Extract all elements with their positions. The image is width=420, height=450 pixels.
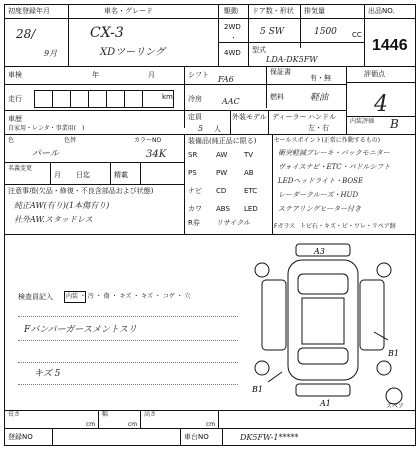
damage-legend: トビ石・キズ・ビ・ワレ・リペア跡 xyxy=(300,223,396,230)
equip-12: LED xyxy=(244,205,258,213)
height-label: 高さ xyxy=(144,411,157,418)
equip-4: PS xyxy=(188,169,197,177)
drive-4wd: 4WD xyxy=(224,49,241,57)
sales-point-3: LEDヘッドライト・BOSE xyxy=(278,177,364,185)
deposit-label: 精載 xyxy=(114,171,128,179)
warranty-label: 保証書 xyxy=(270,68,291,76)
equip-2: AW xyxy=(216,151,228,159)
color-value: パール xyxy=(32,149,59,159)
inspector-options: 内装 ・ 汚 ・ 傷 ・ キズ ・ キズ ・ コゲ ・ 穴 xyxy=(66,293,191,300)
first-reg-label: 初度登録年月 xyxy=(8,7,50,15)
name-change-label: 名義変更 xyxy=(8,165,33,172)
reg-no-label: 登録NO xyxy=(8,433,33,441)
notice-line-2: 社外AW.スタッドレス xyxy=(14,215,93,224)
wheel-rl xyxy=(255,361,269,375)
lot-label: 出品NO. xyxy=(368,7,395,15)
chassis-value: DK5FW-1***** xyxy=(240,433,299,442)
sales-point-2: ヴォイスナビ・ETC・パドルシフト xyxy=(278,163,391,171)
r-ticket-label: R券 xyxy=(188,219,200,227)
ac-value: AAC xyxy=(222,97,240,106)
interior-label: 内装評価 xyxy=(350,118,375,125)
wheel-rr xyxy=(377,361,391,375)
equip-9: ETC xyxy=(244,187,258,195)
sales-title: セールスポイント(正常に作動するもの) xyxy=(274,137,381,144)
history-label: 車歴 xyxy=(8,115,22,123)
capacity-value: 5 xyxy=(198,124,204,133)
wheel-fr xyxy=(377,263,391,277)
right-side xyxy=(360,280,384,350)
notice-title: 注意事項(欠品・修復・不良含部品および状態) xyxy=(8,187,154,195)
left-side xyxy=(262,280,286,350)
wheel-fl xyxy=(255,263,269,277)
closing-date: 日迄 xyxy=(76,171,90,179)
color-label: 色 xyxy=(8,137,15,144)
lot-number: 1446 xyxy=(372,37,408,54)
equip-title: 装備品(純正品に限る) xyxy=(188,137,257,145)
grade-name: XDツーリング xyxy=(100,47,165,58)
inspector-line-2: キズ 5 xyxy=(34,369,61,379)
sales-point-5: ステアリングヒーター付き xyxy=(278,205,362,213)
diag-label-a1: A1 xyxy=(320,399,331,408)
inspector-line-1: Fバンパーガースメントスリ xyxy=(24,325,137,335)
equip-1: SR xyxy=(188,151,198,159)
orig-color-label: 色替 xyxy=(64,137,77,144)
diag-label-a3: A3 xyxy=(314,247,325,256)
model-name: CX-3 xyxy=(90,25,124,41)
width-label: 幅 xyxy=(102,411,109,418)
chassis-label: 車台NO xyxy=(184,433,209,441)
reg-year: 28/ xyxy=(16,27,36,41)
sales-point-1: 衝突軽減ブレーキ・バックモニター xyxy=(278,149,390,157)
type-label: 型式 xyxy=(252,46,266,54)
interior-value: B xyxy=(390,117,399,131)
handle-label: ハンドル xyxy=(308,113,336,121)
ac-label: 冷房 xyxy=(188,95,202,103)
spare-wheel xyxy=(386,388,402,404)
recycle-value: リサイクル xyxy=(216,219,251,227)
color-no-label: カラーNO xyxy=(134,137,162,144)
drive-2wd: 2WD xyxy=(224,23,241,31)
equip-7: ナビ xyxy=(188,187,202,195)
equip-5: PW xyxy=(216,169,228,177)
dealer-label: ディーラー xyxy=(272,113,307,121)
sales-point-4: レーダークルーズ・HUD xyxy=(278,191,359,199)
handle-value: 左・右 xyxy=(308,124,329,132)
type-code: LDA-DK5FW xyxy=(266,55,318,64)
reg-month: 9月 xyxy=(44,49,58,58)
car-name-label: 車名・グレード xyxy=(104,7,153,15)
doors-value: 5 SW xyxy=(260,27,285,37)
score-label: 評価点 xyxy=(364,70,385,78)
score-value: 4 xyxy=(374,92,388,117)
equip-6: AB xyxy=(244,169,254,177)
history-options: 自家用・レンタ・事業用( ) xyxy=(8,125,85,132)
f-glass-label: Fガラス xyxy=(274,223,296,230)
rear-bumper xyxy=(296,384,350,396)
odometer-boxes xyxy=(34,90,174,108)
shift-value: FA6 xyxy=(218,75,234,84)
shaken-label: 車検 xyxy=(8,71,22,79)
roof xyxy=(302,298,344,344)
cc-unit: CC xyxy=(352,31,362,39)
diag-label-b1-left: B1 xyxy=(252,385,263,394)
rear-window xyxy=(298,348,348,364)
doors-label: ドア数・形状 xyxy=(252,7,294,15)
equip-10: カワ xyxy=(188,205,202,213)
car-diagram xyxy=(248,240,408,410)
fuel-label: 燃料 xyxy=(270,93,284,101)
auction-sheet: 初度登録年月 車名・グレード 駆動 ドア数・形状 排気量 出品NO. 28/ 9月 CX-3 XDツーリング 2WD ・ 4WD 5 SW 1500 CC 型式 LDA-DK5FW 1446 車検 年 月 シフト FA6 保証書 有・無 評価点 4 走行 km 冷房 AAC 燃料 軽油 車歴 自家用・レンタ・事業用( ) 定員 5 人 外装モデル ディーラー ハンドル 左・右 内装評価 B 色 色替 カラーNO パール 34K 名義変更 月 日迄 精載 注意事項(欠品・修復・不良含部品および状態) 純正AW(有り)(1本傷有り) 社外AW.スタッドレス 装備品(純正品に限る) SR AW TV PS PW AB ナビ CD ETC カワ ABS LED R券 リサイクル セールスポイント(正常に作動するもの) 衝突軽減ブレーキ・バックモニター ヴォイスナビ・ETC・パドルシフト LEDヘッドライト・BOSE レーダークルーズ・HUD ステアリングヒーター付き Fガラス トビ石・キズ・ビ・ワレ・リペア跡 検査員記入 内装 ・ 汚 ・ 傷 ・ キズ ・ キズ ・ コゲ ・ 穴 Fバンパーガースメントスリ キズ 5 A3 A1 B1 B1 スペア 長さ cm 幅 cm 高さ cm 登録NO 車台NO DK5FW-1***** xyxy=(4,4,416,446)
inspector-label: 検査員記入 xyxy=(18,293,53,301)
cc-value: 1500 xyxy=(314,27,337,37)
spare-label: スペア xyxy=(386,403,405,410)
drive-label: 駆動 xyxy=(224,7,238,15)
warranty-options: 有・無 xyxy=(310,74,331,82)
windshield xyxy=(298,274,348,294)
mileage-value: 34K xyxy=(146,149,167,160)
ext-model-label: 外装モデル xyxy=(232,113,267,121)
equip-11: ABS xyxy=(216,205,230,213)
equip-3: TV xyxy=(244,151,254,159)
length-label: 長さ xyxy=(8,411,21,418)
mileage-label: 走行 xyxy=(8,95,22,103)
notice-line-1: 純正AW(有り)(1本傷有り) xyxy=(14,201,110,210)
equip-8: CD xyxy=(216,187,227,195)
fuel-value: 軽油 xyxy=(310,93,329,103)
shift-label: シフト xyxy=(188,71,209,79)
capacity-label: 定員 xyxy=(188,113,202,121)
displacement-label: 排気量 xyxy=(304,7,325,15)
diag-label-b1-right: B1 xyxy=(388,349,399,358)
